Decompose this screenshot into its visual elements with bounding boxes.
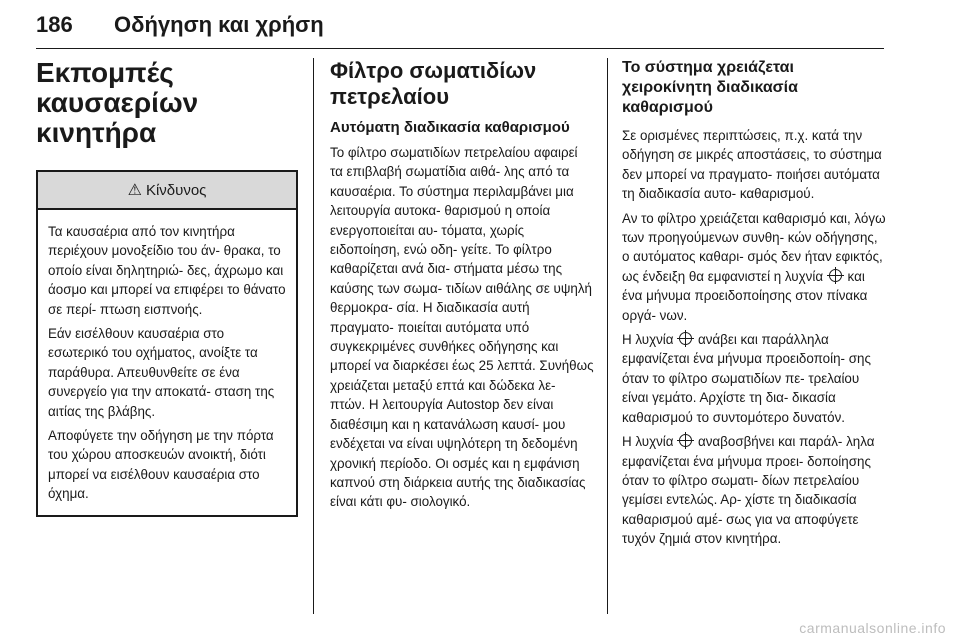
danger-paragraph: Αποφύγετε την οδήγηση με την πόρτα του χώρου αποσκευών ανοικτή, διότι μπορεί να εισέλθουν καυσαέρια στο όχημα.	[48, 428, 274, 502]
header-rule	[36, 48, 884, 49]
page-number: 186	[36, 12, 73, 37]
danger-paragraph: Εάν εισέλθουν καυσαέρια στο εσωτερικό του οχήματος, ανοίξτε τα παράθυρα. Απευθυνθείτε σε ένα συνεργείο για την αποκατά- σταση της αιτίας της βλάβης.	[48, 326, 275, 419]
manual-paragraph	[622, 330, 886, 427]
section-title: Εκπομπές καυσαερίων κινητήρα	[36, 57, 199, 148]
filter-subtitle: Αυτόματη διαδικασία καθαρισμού	[330, 119, 570, 136]
warning-triangle-icon: ⚠	[127, 182, 142, 199]
manual-text: αναβοσβήνει και παράλ- ληλα εμφανίζεται ένα μήνυμα προει- δοποίησης όταν το φίλτρο σωματι- δίων πετρελαίου γεμίσει εντελώς. Αρ- χίστε τη διαδικασία καθαρισμού αμέ- σως για να αποφύγετε τυχόν ζημιά στον κινητήρα.	[622, 434, 875, 547]
manual-text: Η λυχνία	[622, 434, 674, 450]
watermark: carmanualsonline.info	[799, 620, 946, 636]
running-title: Οδήγηση και χρήση	[114, 12, 324, 37]
manual-cleaning-title: Το σύστημα χρειάζεται χειροκίνητη διαδικασία καθαρισμού	[622, 59, 798, 116]
column-divider	[607, 58, 608, 614]
diesel-filter-lamp-icon	[679, 332, 692, 345]
danger-box	[36, 170, 298, 517]
manual-text: ανάβει και παράλληλα εμφανίζεται ένα μήνυμα προειδοποίη- σης όταν το φίλτρο σωματιδίων πε- τρελαίου είναι γεμάτο. Αρχίστε τη δια- δικασία καθαρισμού το συντομότερο δυνατόν.	[622, 332, 871, 425]
manual-paragraph: Σε ορισμένες περιπτώσεις, π.χ. κατά την οδήγηση σε μικρές αποστάσεις, το σύστημα δεν μπορεί να πραγματο- ποιήσει αυτόματα τη διαδικασία αυτο- καθαρισμού.	[622, 128, 882, 202]
manual-text: και ένα μήνυμα προειδοποίησης στον πίνακα οργά- νων.	[622, 268, 868, 323]
manual-text: Αν το φίλτρο χρειάζεται καθαρισμό και, λόγω των προηγούμενων συνθη- κών οδήγησης, ο αυτόματος καθαρι- σμός δεν ήταν εφικτός, ως ένδειξη θα εμφανιστεί η λυχνία	[622, 210, 886, 284]
column-middle	[330, 58, 594, 517]
manual-text: Η λυχνία	[622, 332, 674, 348]
diesel-filter-lamp-icon	[679, 434, 692, 447]
danger-paragraph: Τα καυσαέρια από τον κινητήρα περιέχουν μονοξείδιο του άν- θρακα, το οποίο είναι δηλητηριώ- δες, άχρωμο και άοσμο και μπορεί να επιφέρει το θάνατο σε περί- πτωση εισπνοής.	[48, 224, 286, 317]
filter-paragraph: Το φίλτρο σωματιδίων πετρελαίου αφαιρεί τα επιβλαβή σωματίδια αιθά- λης από τα καυσαέρια. Το σύστημα περιλαμβάνει μια λειτουργία αυτοκα- θαρισμού η οποία ενεργοποιείται αυ- τόματα, χωρίς ειδοποίηση, ενώ οδη- γείτε. Το φίλτρο καθαρίζεται ανά δια- στήματα μέσω της καύσης των σωμα- τιδίων αιθάλης σε υψηλή θερμοκρα- σία. Η διαδικασία αυτή πραγματο- ποιείται αυτόματα υπό συγκεκριμένες συνθήκες οδήγησης και μπορεί να διαρκέσει έως 25 λεπτά. Συνήθως χρειάζεται μεταξύ επτά και δώδεκα λε- πτών. Η λειτουργία Autostop δεν είναι διαθέσιμη και η κατανάλωση καυσί- μου ενδέχεται να είναι υψηλότερη τη δεδομένη χρονική περίοδο. Οι οσμές και η εμφάνιση καπνού στη διάρκεια αυτής της διαδικασίας είναι κάτι φυ- σιολογικό.	[330, 145, 594, 510]
danger-box-header	[38, 172, 296, 210]
filter-title: Φίλτρο σωματιδίων πετρελαίου	[330, 58, 537, 109]
column-left	[36, 58, 298, 517]
diesel-filter-lamp-icon	[829, 269, 842, 282]
column-divider	[313, 58, 314, 614]
column-right	[622, 58, 886, 554]
manual-paragraph	[622, 432, 886, 548]
page-header	[36, 8, 884, 46]
danger-box-body	[38, 210, 296, 515]
danger-box-title: Κίνδυνος	[145, 181, 207, 199]
manual-paragraph	[622, 209, 886, 325]
